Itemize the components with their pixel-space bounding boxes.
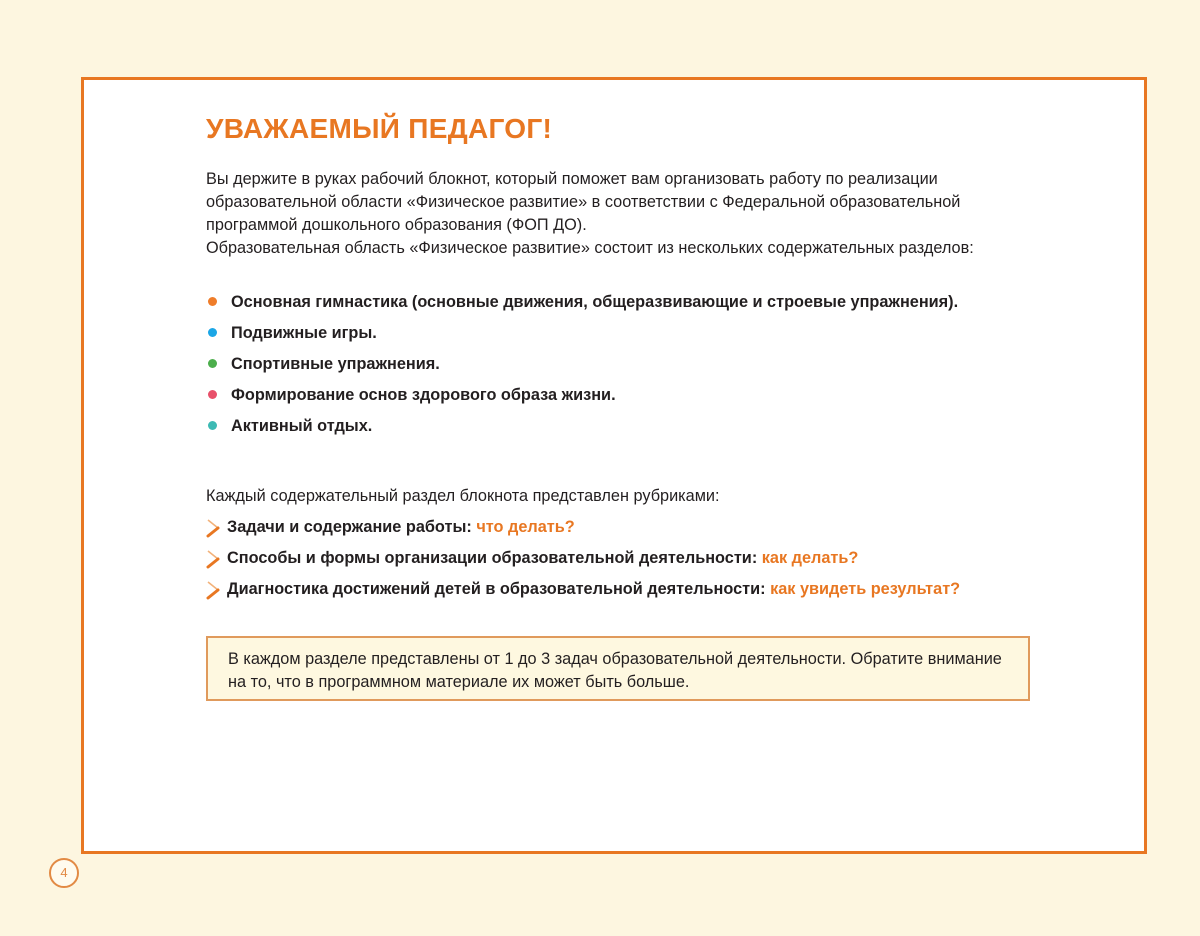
rubric-label: Диагностика достижений детей в образовательной деятельности: xyxy=(227,580,771,598)
list-item-section xyxy=(206,383,1030,407)
intro-paragraph-1: Вы держите в руках рабочий блокнот, который поможет вам организовать работу по реализации образовательной области «Физическое развитие» в соответствии с Федеральной образовательной программой дошкольного образования (ФОП ДО). xyxy=(206,170,961,234)
page-title: УВАЖАЕМЫЙ ПЕДАГОГ! xyxy=(206,113,553,144)
list-item-section xyxy=(206,290,1030,314)
page-frame xyxy=(81,77,1147,854)
intro-text xyxy=(206,168,1030,260)
bullet-dot-icon xyxy=(208,390,217,399)
bullet-dot-icon xyxy=(208,421,217,430)
arrow-marker-icon xyxy=(206,580,220,600)
bullet-dot-icon xyxy=(208,328,217,337)
bullet-dot-icon xyxy=(208,297,217,306)
section-label: Спортивные упражнения. xyxy=(231,355,440,373)
section-label: Формирование основ здорового образа жизни. xyxy=(231,386,616,404)
page-number: 4 xyxy=(49,858,79,888)
list-item-rubric xyxy=(206,577,1036,601)
list-item-rubric xyxy=(206,515,1036,539)
rubrics-list xyxy=(206,515,1036,608)
arrow-marker-icon xyxy=(206,518,220,538)
rubric-label: Задачи и содержание работы: xyxy=(227,518,477,536)
rubric-label: Способы и формы организации образовательной деятельности: xyxy=(227,549,762,567)
rubric-question: что делать? xyxy=(476,518,575,536)
rubric-question: как увидеть результат? xyxy=(770,580,961,598)
bullet-dot-icon xyxy=(208,359,217,368)
arrow-marker-icon xyxy=(206,549,220,569)
rubric-question: как делать? xyxy=(761,549,859,567)
sections-list xyxy=(206,290,1030,445)
section-label: Основная гимнастика (основные движения, общеразвивающие и строевые упражнения). xyxy=(231,293,959,311)
list-item-rubric xyxy=(206,546,1036,570)
section-label: Подвижные игры. xyxy=(231,324,377,342)
list-item-section xyxy=(206,414,1030,438)
list-item-section xyxy=(206,321,1030,345)
intro-paragraph-2: Образовательная область «Физическое развитие» состоит из нескольких содержательных разделов: xyxy=(206,239,974,257)
section-label: Активный отдых. xyxy=(231,417,373,435)
note-box: В каждом разделе представлены от 1 до 3 задач образовательной деятельности. Обратите внимание на то, что в программном материале их может быть больше. xyxy=(206,636,1030,701)
rubrics-intro: Каждый содержательный раздел блокнота представлен рубриками: xyxy=(206,487,720,505)
list-item-section xyxy=(206,352,1030,376)
